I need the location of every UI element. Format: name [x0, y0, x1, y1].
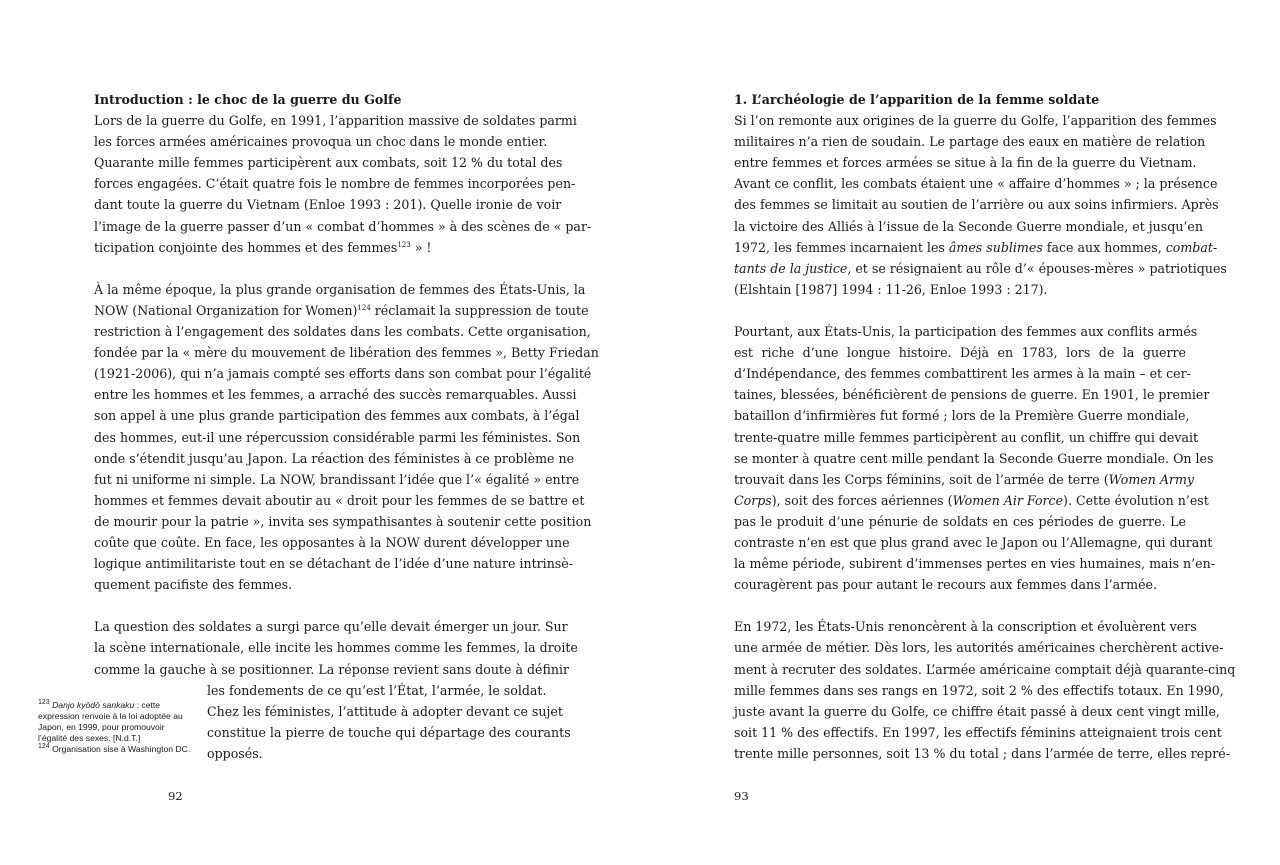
footnote-number: 123: [38, 699, 50, 707]
footnote-text: : cette: [134, 700, 161, 710]
footnote-line: Japon, en 1999, pour promouvoir: [38, 722, 165, 732]
text-line: En 1972, les États-Unis renoncèrent à la conscription et évoluèrent vers: [734, 619, 1197, 635]
text-line: est riche d’une longue histoire. Déjà en 1783, lors de la guerre: [734, 345, 1186, 361]
text-line: entre femmes et forces armées se situe à la fin de la guerre du Vietnam.: [734, 155, 1197, 171]
text-line: couragèrent pas pour autant le recours aux femmes dans l’armée.: [734, 577, 1158, 593]
text-line: contraste n’en est que plus grand avec le Japon ou l’Allemagne, qui durant: [734, 534, 1213, 550]
text-line: bataillon d’infirmières fut formé ; lors de la Première Guerre mondiale,: [734, 408, 1190, 424]
paragraph-gap: [94, 258, 546, 279]
footnote-term: Danjo kyōdō sankaku: [52, 700, 135, 710]
text-line: coûte que coûte. En face, les opposantes à la NOW durent développer une: [94, 534, 570, 550]
footnote-number: 124: [38, 743, 50, 751]
italic-fragment: tants de la justice: [734, 260, 848, 276]
italic-fragment: combat-: [1165, 239, 1218, 255]
section-heading: Introduction : le choc de la guerre du Golfe: [94, 92, 402, 107]
text-line: les forces armées américaines provoqua un choc dans le monde entier.: [94, 134, 548, 150]
text-line: restriction à l’engagement des soldates dans les combats. Cette organisation,: [94, 324, 591, 340]
text-line: entre les hommes et les femmes, a arraché des succès remarquables. Aussi: [94, 387, 577, 403]
page-number: 92: [168, 789, 183, 803]
text-line: la scène internationale, elle incite les hommes comme les femmes, la droite: [94, 640, 578, 656]
text-line: les fondements de ce qu’est l’État, l’armée, le soldat.: [207, 682, 547, 698]
text-line: logique antimilitariste tout en se détachant de l’idée d’une nature intrinsè-: [94, 556, 573, 572]
text-line: (1921-2006), qui n’a jamais compté ses efforts dans son combat pour l’égalité: [94, 366, 592, 382]
paragraph-gap: [734, 300, 1186, 321]
text-fragment: ticipation conjointe des hommes et des femmes: [94, 239, 398, 255]
text-line: [734, 469, 1195, 490]
text-line: ment à recruter des soldates. L’armée américaine comptait déjà quarante-cinq: [734, 661, 1236, 677]
text-line: comme la gauche à se positionner. La réponse revient sans doute à définir: [94, 661, 570, 677]
text-line: trente-quatre mille femmes participèrent au conflit, un chiffre qui devait: [734, 429, 1199, 445]
footnotes: [38, 700, 198, 755]
text-line: Avant ce conflit, les combats étaient une « affaire d’hommes » ; la présence: [734, 176, 1218, 192]
text-fragment: , et se résignaient au rôle d’« épouses-mères » patriotiques: [847, 260, 1227, 276]
text-line: Si l’on remonte aux origines de la guerre du Golfe, l’apparition des femmes: [734, 113, 1217, 129]
footnote-line: expression renvoie à la loi adoptée au: [38, 711, 183, 721]
text-line: La question des soldates a surgi parce qu’elle devait émerger un jour. Sur: [94, 619, 568, 635]
text-line: [734, 237, 1218, 258]
text-line: se monter à quatre cent mille pendant la Seconde Guerre mondiale. On les: [734, 450, 1214, 466]
footnote-ref-124: 124: [357, 303, 371, 312]
text-line: trente mille personnes, soit 13 % du total ; dans l’armée de terre, elles repré-: [734, 745, 1230, 761]
text-fragment: » !: [410, 239, 432, 255]
text-fragment: ). Cette évolution n’est: [1063, 492, 1209, 508]
text-line: [734, 490, 1209, 511]
text-line: la victoire des Alliés à l’issue de la Seconde Guerre mondiale, et jusqu’en: [734, 218, 1204, 234]
footnote-line: l’égalité des sexes. [N.d.T.]: [38, 733, 141, 743]
text-line: (Elshtain [1987] 1994 : 11-26, Enloe 1993 : 217).: [734, 281, 1048, 297]
text-line: une armée de métier. Dès lors, les autorités américaines cherchèrent active-: [734, 640, 1224, 656]
text-line: pas le produit d’une pénurie de soldats en ces périodes de guerre. Le: [734, 513, 1186, 529]
text-fragment: trouvait dans les Corps féminins, soit de l’armée de terre (: [734, 471, 1109, 487]
paragraph-gap: [94, 595, 546, 616]
section-heading: 1. L’archéologie de l’apparition de la femme soldate: [734, 92, 1100, 107]
text-line: d’Indépendance, des femmes combattirent les armes à la main – et cer-: [734, 366, 1191, 382]
text-fragment: face aux hommes,: [1042, 239, 1166, 255]
text-fragment: NOW (National Organization for Women): [94, 302, 358, 318]
text-line: onde s’étendit jusqu’au Japon. La réaction des féministes à ce problème ne: [94, 450, 575, 466]
text-line: dant toute la guerre du Vietnam (Enloe 1993 : 201). Quelle ironie de voir: [94, 197, 562, 213]
text-line: l’image de la guerre passer d’un « combat d’hommes » à des scènes de « par-: [94, 218, 592, 234]
text-line: militaires n’a rien de soudain. Le partage des eaux en matière de relation: [734, 134, 1206, 150]
text-line: la même période, subirent d’immenses pertes en vies humaines, mais n’en-: [734, 556, 1215, 572]
text-line: [94, 300, 589, 321]
footnote-ref-123: 123: [397, 240, 411, 249]
right-page: [640, 0, 1280, 865]
italic-fragment: Women Army: [1108, 471, 1195, 487]
text-line: Lors de la guerre du Golfe, en 1991, l’apparition massive de soldates parmi: [94, 113, 577, 129]
footnote-123: [38, 700, 198, 711]
text-line: fondée par la « mère du mouvement de libération des femmes », Betty Friedan: [94, 345, 599, 361]
text-line: juste avant la guerre du Golfe, ce chiffre était passé à deux cent vingt mille,: [734, 703, 1220, 719]
footnote-124: [38, 744, 198, 755]
footnote-text: Organisation sise à Washington DC.: [49, 744, 191, 754]
text-line: forces engagées. C’était quatre fois le nombre de femmes incorporées pen-: [94, 176, 576, 192]
text-line: de mourir pour la patrie », invita ses sympathisantes à soutenir cette position: [94, 513, 592, 529]
text-line: des femmes se limitait au soutien de l’arrière ou aux soins infirmiers. Après: [734, 197, 1219, 213]
text-fragment: ), soit des forces aériennes (: [771, 492, 953, 508]
text-line: À la même époque, la plus grande organisation de femmes des États-Unis, la: [94, 281, 586, 297]
paragraph-gap: [734, 595, 1186, 616]
page-number: 93: [734, 789, 749, 803]
text-line: taines, blessées, bénéficièrent de pensions de guerre. En 1901, le premier: [734, 387, 1210, 403]
text-fragment: 1972, les femmes incarnaient les: [734, 239, 949, 255]
text-line: Chez les féministes, l’attitude à adopter devant ce sujet: [207, 703, 563, 719]
text-line: des hommes, eut-il une répercussion considérable parmi les féministes. Son: [94, 429, 581, 445]
text-line: constitue la pierre de touche qui départage des courants: [207, 724, 571, 740]
italic-fragment: Corps: [734, 492, 772, 508]
text-line: [94, 237, 546, 258]
text-line: son appel à une plus grande participation des femmes aux combats, à l’égal: [94, 408, 580, 424]
text-line: Quarante mille femmes participèrent aux combats, soit 12 % du total des: [94, 155, 563, 171]
text-line: quement pacifiste des femmes.: [94, 577, 293, 593]
text-line: fut ni uniforme ni simple. La NOW, brandissant l’idée que l’« égalité » entre: [94, 471, 580, 487]
text-line: Pourtant, aux États-Unis, la participation des femmes aux conflits armés: [734, 324, 1198, 340]
text-line: mille femmes dans ses rangs en 1972, soit 2 % des effectifs totaux. En 1990,: [734, 682, 1224, 698]
text-line: [734, 258, 1227, 279]
text-line: hommes et femmes devait aboutir au « droit pour les femmes de se battre et: [94, 492, 585, 508]
text-line: soit 11 % des effectifs. En 1997, les effectifs féminins atteignaient trois cent: [734, 724, 1222, 740]
text-line: opposés.: [207, 745, 263, 761]
left-page-text: [94, 89, 599, 764]
text-fragment: réclamait la suppression de toute: [370, 302, 589, 318]
italic-fragment: âmes sublimes: [948, 239, 1043, 255]
italic-fragment: Women Air Force: [952, 492, 1064, 508]
right-page-text: [734, 89, 1236, 764]
